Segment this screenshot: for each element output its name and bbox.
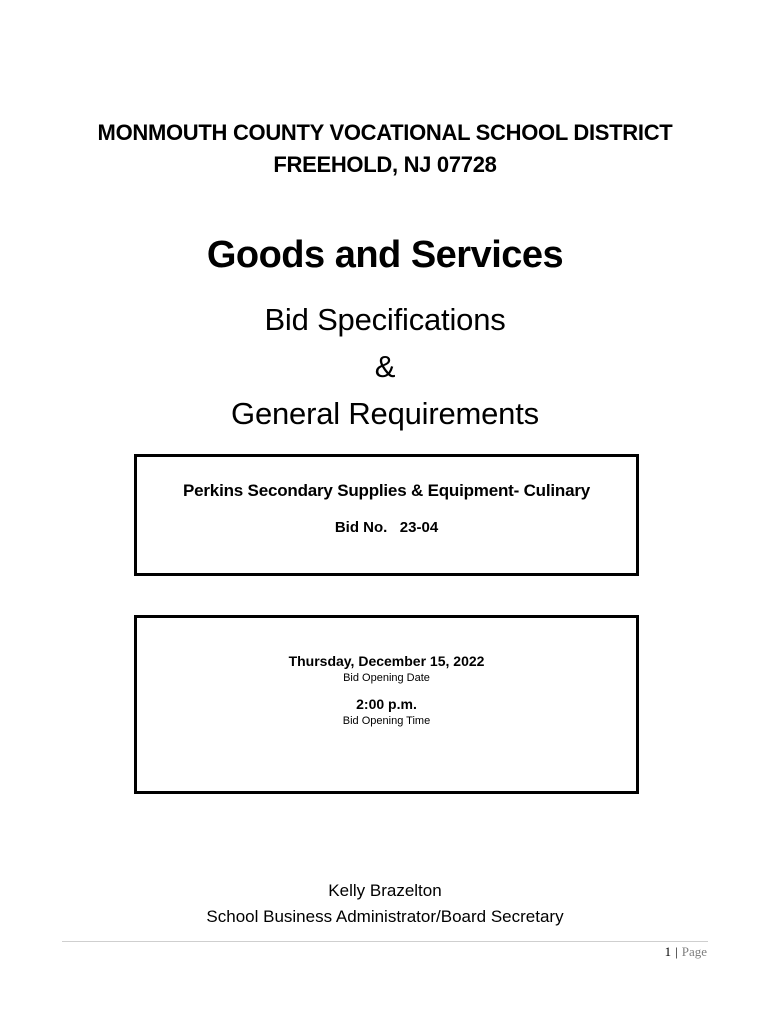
- page-word: Page: [681, 944, 707, 959]
- district-name: MONMOUTH COUNTY VOCATIONAL SCHOOL DISTRICT: [97, 120, 673, 145]
- district-address: FREEHOLD, NJ 07728: [273, 152, 497, 177]
- signature-block: [0, 878, 770, 930]
- bid-opening-box: [134, 615, 639, 794]
- page-separator: |: [675, 944, 678, 959]
- page-footer: [665, 944, 707, 960]
- signer-title: School Business Administrator/Board Secretary: [206, 907, 564, 926]
- subtitle-ampersand: &: [374, 349, 396, 384]
- bid-opening-date-label: Bid Opening Date: [343, 672, 430, 684]
- bid-opening-date: Thursday, December 15, 2022: [288, 653, 485, 669]
- bid-number: Bid No. 23-04: [334, 519, 439, 536]
- bid-info-box: [134, 454, 639, 576]
- subtitle-line-1: Bid Specifications: [264, 302, 506, 337]
- bid-opening-time-label: Bid Opening Time: [342, 715, 431, 727]
- bid-opening-time: 2:00 p.m.: [356, 696, 417, 712]
- document-title: Goods and Services: [206, 234, 564, 276]
- page-number: 1: [664, 944, 672, 959]
- signer-name: Kelly Brazelton: [328, 881, 442, 900]
- subtitle-line-3: General Requirements: [231, 396, 539, 431]
- bid-name: Perkins Secondary Supplies & Equipment- Culinary: [183, 481, 590, 500]
- footer-divider: [62, 941, 708, 942]
- district-header: [0, 117, 770, 181]
